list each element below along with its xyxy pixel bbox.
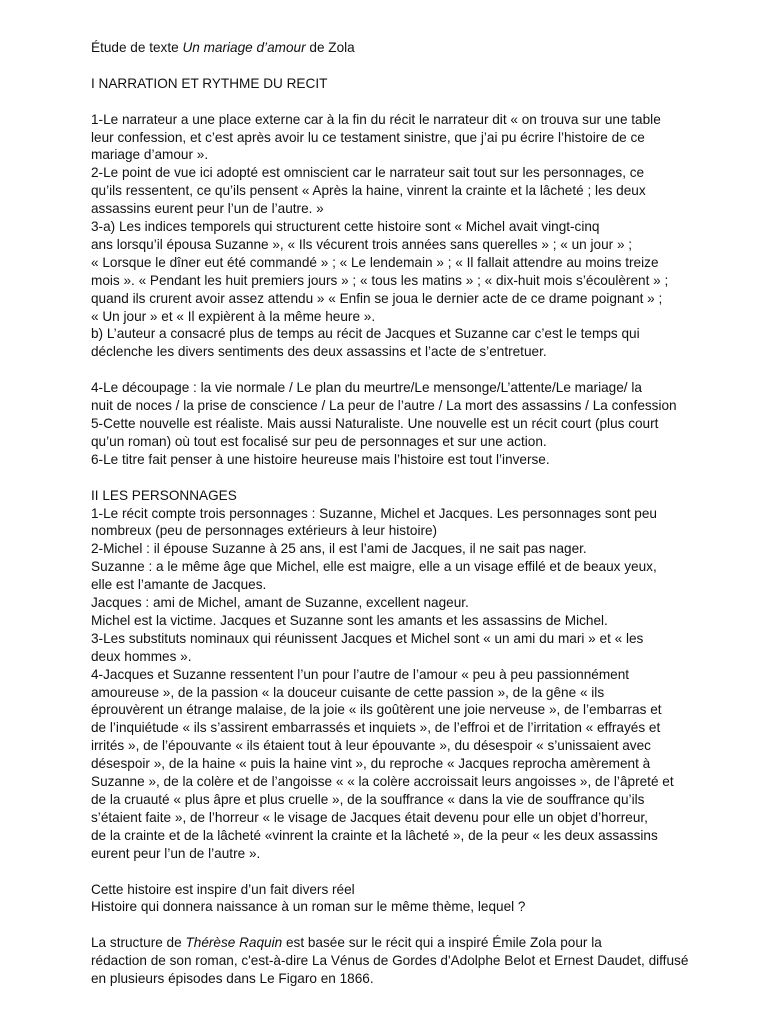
closing-question: Histoire qui donnera naissance à un roman sur le même thème, lequel ? (91, 899, 526, 915)
paragraph-decoupage: 4-Le découpage : la vie normale / Le plan du meurtre/Le mensonge/L’attente/Le mariage/ la nuit de noces / la prise de conscience / La peur de l’autre / La mort des assassins / La confession (91, 380, 677, 414)
therese-prefix: La structure de (91, 935, 186, 951)
title-prefix: Étude de texte (91, 40, 183, 55)
document-page (91, 39, 731, 988)
paragraph-trois-personnages: 1-Le récit compte trois personnages : Suzanne, Michel et Jacques. Les personnages sont peu nombreux (peu de personnages extérieurs à leur histoire) (91, 505, 657, 539)
document-title (91, 39, 731, 57)
paragraph-michel: 2-Michel : il épouse Suzanne à 25 ans, il est l’ami de Jacques, il ne sait pas nager. (91, 541, 587, 557)
paragraph-victime: Michel est la victime. Jacques et Suzanne sont les amants et les assassins de Michel. (91, 612, 608, 628)
paragraph-narrateur: 1-Le narrateur a une place externe car à la fin du récit le narrateur dit « on trouva sur une table leur confession, et c’est après avoir lu ce testament sinistre, que j’ai pu écrire l’histoire de ce mariage d’amour ». (91, 111, 661, 163)
paragraph-realisme: 5-Cette nouvelle est réaliste. Mais aussi Naturaliste. Une nouvelle est un récit court (plus court qu’un roman) où tout est focalisé sur peu de personnages et sur une action. (91, 415, 659, 449)
therese-rest: est basée sur le récit qui a inspiré Émile Zola pour la rédaction de son roman, c'est-à-dire La Vénus de Gordes d'Adolphe Belot et Ernest Daudet, diffusé en plusieurs épisodes dans Le Figaro en 1866. (91, 935, 689, 987)
title-suffix: de Zola (305, 40, 355, 55)
paragraph-substituts: 3-Les substituts nominaux qui réunissent Jacques et Michel sont « un ami du mari » et « les deux hommes ». (91, 630, 644, 664)
paragraph-indices-temporels: 3-a) Les indices temporels qui structurent cette histoire sont « Michel avait vingt-cinq ans lorsqu’il épousa Suzanne », « Ils vécurent trois années sans querelles » ; « un jour » ; « Lorsque le dîner eut été commandé » ; « Le lendemain » ; « Il fallait attendre au moins treize mois ». « Pendant les huit premiers jours » ; « tous les matins » ; « dix-huit mois s’écoulèrent » ; quand ils crurent avoir assez attendu » « Enfin se joua le dernier acte de ce drame poignant » ; « Un jour » et « Il expièrent à la même heure ». (91, 219, 669, 324)
paragraph-sentiments: 4-Jacques et Suzanne ressentent l’un pour l’autre de l’amour « peu à peu passionnément amoureuse », de la passion « la douceur cuisante de cette passion », de la gêne « ils éprouvèrent un étrange malaise, de la joie « ils goûtèrent une joie nerveuse », de l’embarras et de l’inquiétude « ils s’assirent embarrassés et inquiets », de l’effroi et de l’irritation « effrayés et irrités », de l’épouvante « ils étaient tout à leur épouvante », du désespoir « s’unissaient avec désespoir », de la haine « puis la haine vint », du reproche « Jacques reprocha amèrement à Suzanne », de la colère et de l’angoisse « « la colère accroissait leurs angoisses », de l’âpreté et de la cruauté « plus âpre et plus cruelle », de la souffrance « dans la vie de souffrance qu’ils s’étaient faite », de l’horreur « le visage de Jacques était devenu pour elle un objet d’horreur, de la crainte et de la lâcheté «vinrent la crainte et la lâcheté », de la peur « les deux assassins eurent peur l’un de l’autre ». (91, 666, 674, 861)
section-heading-personnages: II LES PERSONNAGES (91, 487, 237, 503)
title-work: Un mariage d’amour (182, 40, 306, 55)
paragraph-jacques: Jacques : ami de Michel, amant de Suzanne, excellent nageur. (91, 595, 469, 611)
closing-fait-divers: Cette histoire est inspire d’un fait divers réel (91, 881, 355, 897)
paragraph-suzanne: Suzanne : a le même âge que Michel, elle est maigre, elle a un visage effilé et de beaux yeux, elle est l’amante de Jacques. (91, 559, 657, 593)
paragraph-therese-raquin (91, 934, 731, 988)
paragraph-titre: 6-Le titre fait penser à une histoire heureuse mais l’histoire est tout l’inverse. (91, 451, 550, 467)
paragraph-temps-recit: b) L’auteur a consacré plus de temps au récit de Jacques et Suzanne car c’est le temps qui déclenche les divers sentiments des deux assassins et l’acte de s’entretuer. (91, 326, 640, 360)
therese-work: Thérèse Raquin (185, 935, 283, 951)
section-heading-narration: I NARRATION ET RYTHME DU RECIT (91, 75, 328, 91)
paragraph-point-de-vue: 2-Le point de vue ici adopté est omniscient car le narrateur sait tout sur les personnages, ce qu’ils ressentent, ce qu’ils pensent « Après la haine, vinrent la crainte et la lâcheté ; les deux assassins eurent peur l’un de l’autre. » (91, 165, 646, 217)
